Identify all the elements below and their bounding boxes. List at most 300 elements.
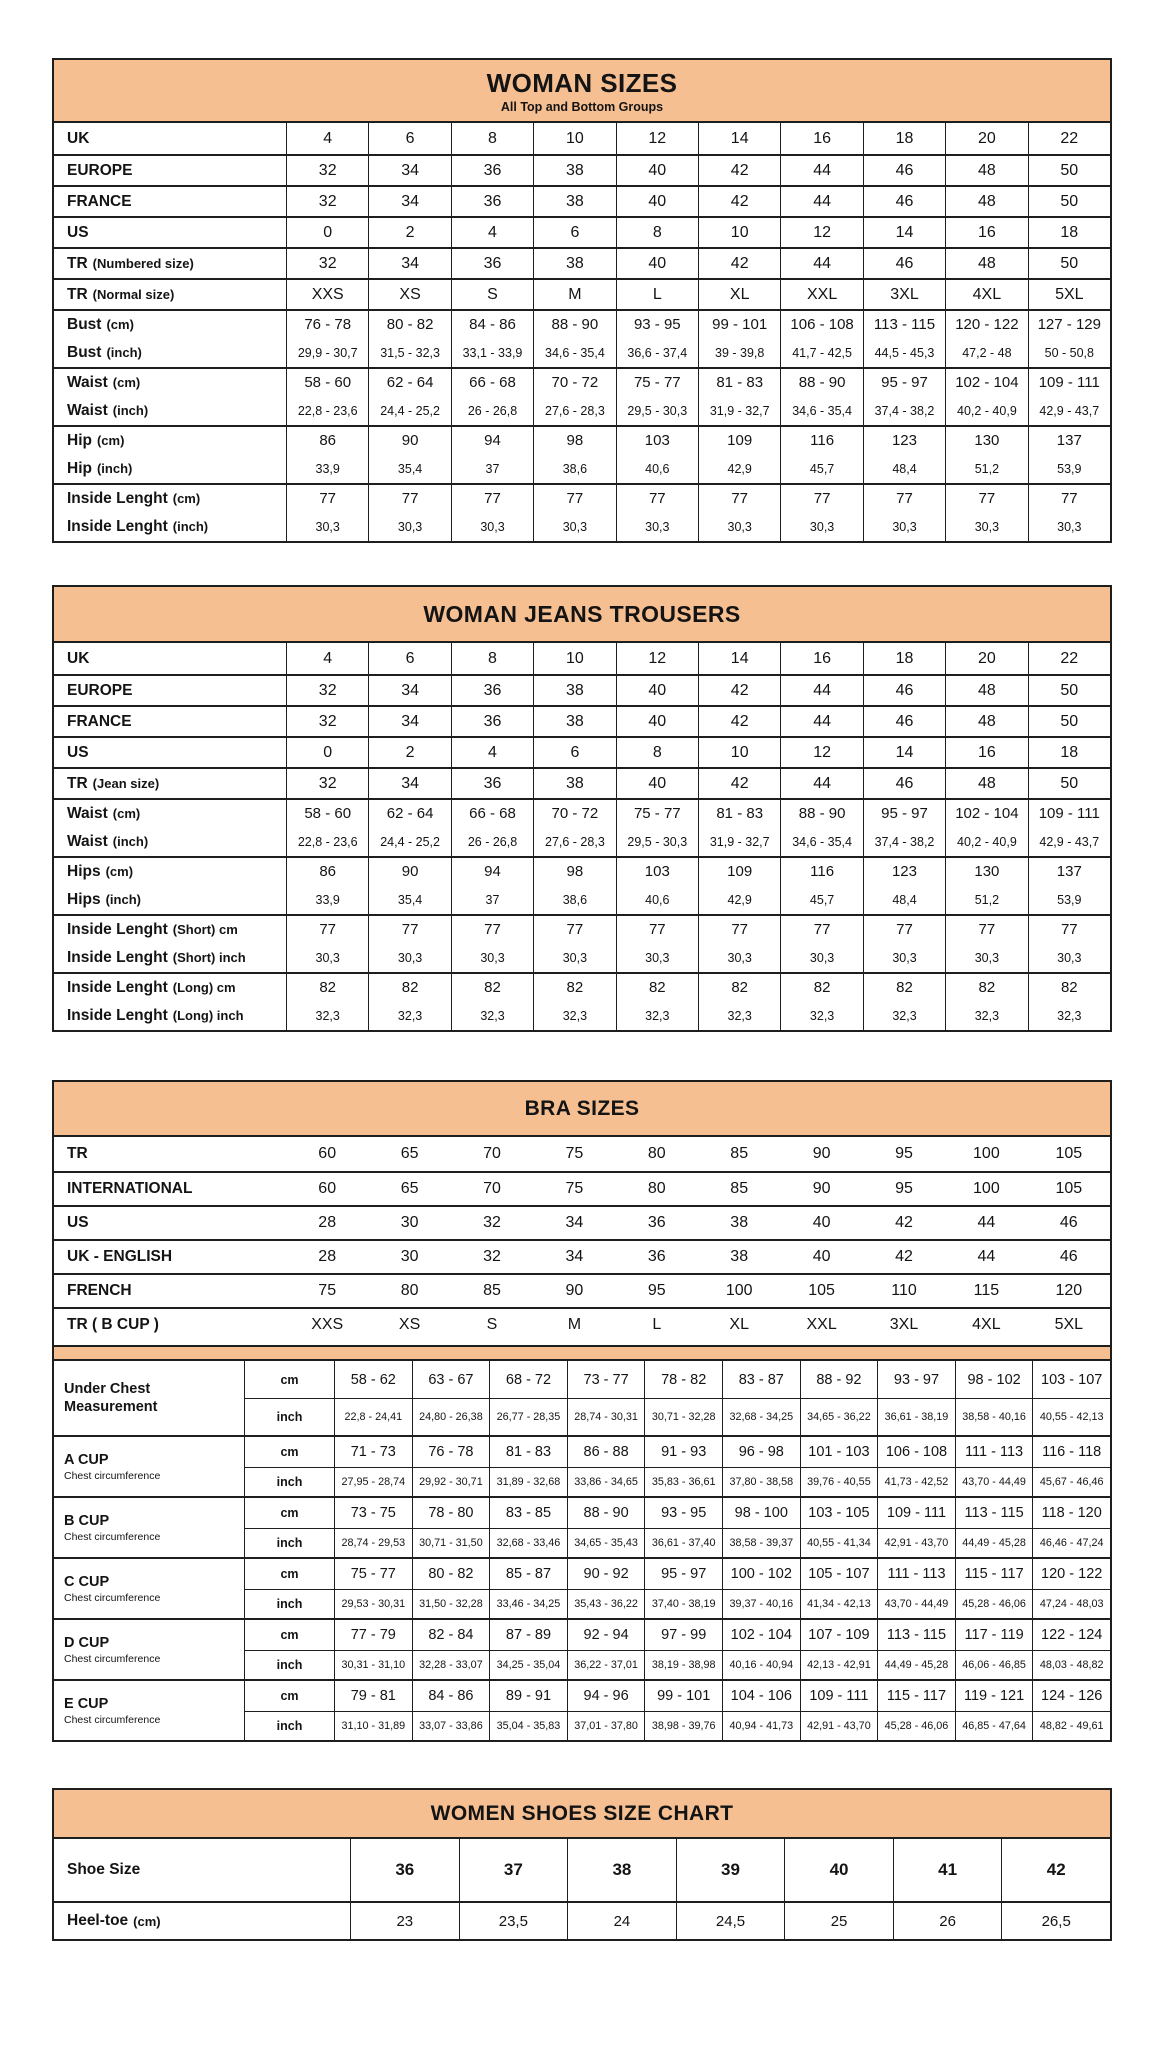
cell: 84 - 86	[451, 311, 533, 338]
table-row-group	[54, 1618, 1110, 1679]
cell: 122 - 124	[1032, 1620, 1110, 1650]
row-label: Inside Lenght (inch)	[67, 517, 209, 535]
cell: 109	[698, 858, 780, 885]
cell: 85 - 87	[489, 1559, 567, 1589]
cell: 27,6 - 28,3	[533, 396, 615, 425]
row-label: INTERNATIONAL	[67, 1180, 193, 1197]
cell: 40	[616, 676, 698, 705]
cell: 23	[350, 1903, 459, 1939]
cell: 100 - 102	[722, 1559, 800, 1589]
cell: 51,2	[945, 885, 1027, 914]
cell: 76 - 78	[286, 311, 368, 338]
cell: 42,9	[698, 885, 780, 914]
cell: 30,3	[616, 943, 698, 972]
row-label: Waist (inch)	[67, 832, 149, 850]
cell: 18	[1028, 218, 1110, 247]
cell: 77	[451, 916, 533, 943]
woman-sizes-header	[54, 60, 1110, 123]
table-row	[54, 767, 1110, 798]
cell: 28	[318, 1214, 337, 1231]
cell: 77	[533, 485, 615, 512]
cell: M	[533, 280, 615, 309]
cell: 77	[1028, 916, 1110, 943]
row-label: Inside Lenght (Long) inch	[67, 1006, 244, 1024]
cell: 32,68 - 34,25	[722, 1398, 800, 1435]
cell: 26,77 - 28,35	[489, 1398, 567, 1435]
cell: 46	[863, 707, 945, 736]
cell: 30,3	[698, 943, 780, 972]
row-label: C CUP Chest circumference	[64, 1573, 161, 1605]
cell: S	[451, 280, 533, 309]
table-row	[54, 454, 1110, 483]
cell: 40	[784, 1839, 893, 1901]
cell: 18	[863, 123, 945, 154]
cell: 14	[863, 218, 945, 247]
cell: 37,01 - 37,80	[567, 1711, 645, 1741]
cell: 38	[567, 1839, 676, 1901]
row-label: TR	[67, 1145, 88, 1162]
cell: 46	[863, 156, 945, 185]
cell: 43,70 - 44,49	[955, 1467, 1033, 1497]
cell: 91 - 93	[644, 1437, 722, 1467]
cell: 41,73 - 42,52	[877, 1467, 955, 1497]
cell: 30,3	[945, 512, 1027, 541]
cell: 6	[368, 123, 450, 154]
cell: 60	[318, 1145, 337, 1162]
cell: 80 - 82	[368, 311, 450, 338]
unit-label: inch	[244, 1589, 334, 1619]
table-row	[54, 914, 1110, 943]
cell: 113 - 115	[863, 311, 945, 338]
cell: XXL	[780, 280, 862, 309]
cell: 3XL	[889, 1316, 919, 1333]
cell: 38	[533, 249, 615, 278]
cell: 29,5 - 30,3	[616, 396, 698, 425]
cell: 80	[400, 1282, 419, 1299]
cell: 46	[863, 187, 945, 216]
cell: 65	[400, 1180, 419, 1197]
cell: 109 - 111	[1028, 800, 1110, 827]
cell: 32	[286, 707, 368, 736]
row-label: Heel-toe (cm)	[67, 1912, 161, 1929]
cell: 34	[368, 249, 450, 278]
cell: 37	[451, 454, 533, 483]
cell: 75 - 77	[334, 1559, 412, 1589]
cell: 48	[945, 707, 1027, 736]
row-label: EUROPE	[67, 161, 133, 179]
cell: 42,9	[698, 454, 780, 483]
cell: 40	[616, 769, 698, 798]
cell: 8	[616, 218, 698, 247]
cell: 82	[368, 974, 450, 1001]
table-row	[54, 1273, 1110, 1307]
row-label: Waist (cm)	[67, 373, 141, 391]
cell: 120 - 122	[945, 311, 1027, 338]
cell: 77	[368, 485, 450, 512]
cell: 71 - 73	[334, 1437, 412, 1467]
cell: 77	[945, 916, 1027, 943]
cell: 115	[973, 1282, 1000, 1299]
cell: 42	[698, 676, 780, 705]
cell: 4	[286, 643, 368, 674]
table-title: BRA SIZES	[524, 1097, 640, 1120]
row-label: EUROPE	[67, 681, 133, 699]
cell: 30,3	[286, 943, 368, 972]
table-row	[54, 643, 1110, 674]
cell: 40,6	[616, 885, 698, 914]
cell: 50	[1028, 249, 1110, 278]
cell: 30,3	[533, 943, 615, 972]
bra-sizes-header	[54, 1082, 1110, 1137]
cell: 10	[533, 123, 615, 154]
table-title: WOMEN SHOES SIZE CHART	[430, 1802, 734, 1825]
cell: 58 - 60	[286, 800, 368, 827]
cell: 33,9	[286, 885, 368, 914]
cell: 120 - 122	[1032, 1559, 1110, 1589]
cell: 29,53 - 30,31	[334, 1589, 412, 1619]
cell: 31,9 - 32,7	[698, 827, 780, 856]
cell: 30,3	[368, 943, 450, 972]
cell: 77	[533, 916, 615, 943]
cell: 4XL	[945, 280, 1027, 309]
cell: 34	[565, 1248, 584, 1265]
cell: 50	[1028, 676, 1110, 705]
cell: 85	[730, 1145, 749, 1162]
cell: 37,80 - 38,58	[722, 1467, 800, 1497]
row-label: Inside Lenght (cm)	[67, 489, 201, 507]
cell: 40,55 - 42,13	[1032, 1398, 1110, 1435]
cell: 100	[973, 1145, 1000, 1162]
cell: 30,3	[616, 512, 698, 541]
table-row	[54, 483, 1110, 512]
cell: 8	[451, 643, 533, 674]
cell: 34	[368, 769, 450, 798]
cell: 12	[616, 123, 698, 154]
cell: 36,6 - 37,4	[616, 338, 698, 367]
cell: 38,58 - 39,37	[722, 1528, 800, 1558]
cell: XXL	[806, 1316, 837, 1333]
cell: 75	[565, 1180, 584, 1197]
cell: 119 - 121	[955, 1681, 1033, 1711]
cell: 101 - 103	[800, 1437, 878, 1467]
cell: 95 - 97	[644, 1559, 722, 1589]
row-label: Inside Lenght (Short) cm	[67, 920, 238, 938]
women-shoes-size-chart-table	[52, 1788, 1112, 1941]
cell: 115 - 117	[955, 1559, 1033, 1589]
cell: 43,70 - 44,49	[877, 1589, 955, 1619]
cell: 24,80 - 26,38	[412, 1398, 490, 1435]
cell: 42	[698, 769, 780, 798]
cell: 116	[780, 858, 862, 885]
cell: 86	[286, 427, 368, 454]
cell: 30,3	[286, 512, 368, 541]
cell: 109	[698, 427, 780, 454]
cell: 117 - 119	[955, 1620, 1033, 1650]
table-row	[54, 1137, 1110, 1171]
cell: 77	[368, 916, 450, 943]
cell: 40	[616, 187, 698, 216]
cell: 30,3	[945, 943, 1027, 972]
table-row	[54, 1001, 1110, 1030]
table-row	[54, 827, 1110, 856]
cell: 32,3	[368, 1001, 450, 1030]
cell: 30,3	[451, 943, 533, 972]
cell: 77	[780, 485, 862, 512]
row-label: E CUP Chest circumference	[64, 1695, 161, 1727]
cell: 82	[780, 974, 862, 1001]
cell: 105	[808, 1282, 835, 1299]
cell: 36	[451, 249, 533, 278]
cell: 113 - 115	[877, 1620, 955, 1650]
row-label: Hip (inch)	[67, 459, 133, 477]
row-label: FRANCE	[67, 192, 132, 210]
cell: 50	[1028, 156, 1110, 185]
cell: 32,3	[616, 1001, 698, 1030]
cell: 77	[616, 916, 698, 943]
cell: 44,49 - 45,28	[955, 1528, 1033, 1558]
cell: 32	[286, 769, 368, 798]
table-row	[54, 309, 1110, 338]
row-label: B CUP Chest circumference	[64, 1512, 161, 1544]
cell: 116	[780, 427, 862, 454]
cell: 107 - 109	[800, 1620, 878, 1650]
cell: 106 - 108	[877, 1437, 955, 1467]
cell: 36	[647, 1214, 666, 1231]
cell: 124 - 126	[1032, 1681, 1110, 1711]
cell: 34,6 - 35,4	[780, 827, 862, 856]
row-label: D CUP Chest circumference	[64, 1634, 161, 1666]
cell: 30,3	[533, 512, 615, 541]
cell: 35,4	[368, 454, 450, 483]
cell: 70 - 72	[533, 369, 615, 396]
table-row	[54, 1839, 1110, 1901]
cell: 32	[286, 676, 368, 705]
table-row	[54, 885, 1110, 914]
cell: 77	[1028, 485, 1110, 512]
cell: 27,6 - 28,3	[533, 827, 615, 856]
cell: 42	[698, 249, 780, 278]
cell: 8	[616, 738, 698, 767]
cell: 34,6 - 35,4	[533, 338, 615, 367]
row-label: Shoe Size	[67, 1861, 141, 1878]
cell: 30,71 - 31,50	[412, 1528, 490, 1558]
cell: 39,76 - 40,55	[800, 1467, 878, 1497]
unit-label: inch	[244, 1650, 334, 1680]
row-label: US	[67, 743, 89, 761]
cell: 99 - 101	[644, 1681, 722, 1711]
cell: 66 - 68	[451, 369, 533, 396]
cell: 38,98 - 39,76	[644, 1711, 722, 1741]
cell: 22,8 - 23,6	[286, 827, 368, 856]
cell: 103 - 105	[800, 1498, 878, 1528]
cell: 27,95 - 28,74	[334, 1467, 412, 1497]
cell: 50	[1028, 187, 1110, 216]
cell: 40	[812, 1248, 831, 1265]
cell: 70	[483, 1180, 501, 1197]
cell: 20	[945, 643, 1027, 674]
cell: 94 - 96	[567, 1681, 645, 1711]
cell: 37,40 - 38,19	[644, 1589, 722, 1619]
cell: 22	[1028, 123, 1110, 154]
cell: 95	[647, 1282, 666, 1299]
cell: 40,94 - 41,73	[722, 1711, 800, 1741]
cell: 130	[945, 858, 1027, 885]
cell: 44,49 - 45,28	[877, 1650, 955, 1680]
cell: 20	[945, 123, 1027, 154]
cell: 78 - 80	[412, 1498, 490, 1528]
cell: XL	[729, 1316, 749, 1333]
cell: 82	[533, 974, 615, 1001]
cell: 36	[451, 676, 533, 705]
cell: 123	[863, 427, 945, 454]
cell: 14	[863, 738, 945, 767]
cell: 83 - 87	[722, 1361, 800, 1398]
row-label: Inside Lenght (Long) cm	[67, 978, 236, 996]
cell: XL	[698, 280, 780, 309]
table-row	[54, 856, 1110, 885]
cell: 31,10 - 31,89	[334, 1711, 412, 1741]
cell: 48	[945, 769, 1027, 798]
cell: 32,28 - 33,07	[412, 1650, 490, 1680]
cell: 115 - 117	[877, 1681, 955, 1711]
cell: 77 - 79	[334, 1620, 412, 1650]
bra-section-divider-band	[54, 1345, 1110, 1359]
cell: 40,16 - 40,94	[722, 1650, 800, 1680]
table-row	[54, 1307, 1110, 1341]
cell: 80 - 82	[412, 1559, 490, 1589]
cell: 48	[945, 676, 1027, 705]
cell: 18	[1028, 738, 1110, 767]
cell: 30,3	[451, 512, 533, 541]
cell: 34	[368, 676, 450, 705]
cell: 14	[698, 643, 780, 674]
cell: 104 - 106	[722, 1681, 800, 1711]
cell: 92 - 94	[567, 1620, 645, 1650]
cell: 41,7 - 42,5	[780, 338, 862, 367]
cell: 4	[451, 218, 533, 247]
table-subtitle: All Top and Bottom Groups	[500, 100, 664, 114]
cell: 41,34 - 42,13	[800, 1589, 878, 1619]
cell: 44	[780, 187, 862, 216]
cell: 33,46 - 34,25	[489, 1589, 567, 1619]
row-label: UK	[67, 649, 90, 667]
cell: 38	[533, 156, 615, 185]
cell: 29,92 - 30,71	[412, 1467, 490, 1497]
cell: 77	[451, 485, 533, 512]
cell: 95 - 97	[863, 369, 945, 396]
bra-measurement-grid	[54, 1359, 1110, 1740]
table-row	[54, 1171, 1110, 1205]
unit-label: cm	[244, 1620, 334, 1650]
cell: 118 - 120	[1032, 1498, 1110, 1528]
cell: 88 - 90	[780, 369, 862, 396]
cell: L	[652, 1316, 662, 1333]
cell: 12	[780, 738, 862, 767]
cell: 81 - 83	[698, 800, 780, 827]
cell: 36,22 - 37,01	[567, 1650, 645, 1680]
row-label: Bust (cm)	[67, 315, 134, 333]
cell: 38,6	[533, 885, 615, 914]
cell: 45,7	[780, 454, 862, 483]
cell: 23,5	[459, 1903, 568, 1939]
table-row	[54, 512, 1110, 541]
table-row	[54, 123, 1110, 154]
shoes-body	[54, 1839, 1110, 1939]
cell: 4	[286, 123, 368, 154]
cell: 35,83 - 36,61	[644, 1467, 722, 1497]
cell: 48,82 - 49,61	[1032, 1711, 1110, 1741]
cell: 44	[780, 249, 862, 278]
cell: 34	[368, 707, 450, 736]
cell: 30	[400, 1248, 419, 1265]
table-row	[54, 736, 1110, 767]
cell: 32,3	[698, 1001, 780, 1030]
cell: 77	[698, 485, 780, 512]
cell: 93 - 97	[877, 1361, 955, 1398]
cell: 44	[780, 769, 862, 798]
table-row	[54, 972, 1110, 1001]
cell: 48,4	[863, 885, 945, 914]
cell: 30,3	[698, 512, 780, 541]
cell: 88 - 92	[800, 1361, 878, 1398]
table-row	[54, 1901, 1110, 1939]
cell: 42	[698, 187, 780, 216]
cell: 110	[891, 1282, 917, 1299]
cell: XS	[368, 280, 450, 309]
cell: 113 - 115	[955, 1498, 1033, 1528]
cell: 82	[616, 974, 698, 1001]
cell: 77	[780, 916, 862, 943]
cell: 46,06 - 46,85	[955, 1650, 1033, 1680]
cell: 30	[400, 1214, 419, 1231]
bra-sizes-top-body	[54, 1137, 1110, 1341]
cell: 36	[451, 769, 533, 798]
cell: 16	[780, 643, 862, 674]
cell: 12	[780, 218, 862, 247]
cell: 0	[286, 218, 368, 247]
cell: 89 - 91	[489, 1681, 567, 1711]
cell: 37	[451, 885, 533, 914]
cell: 48	[945, 249, 1027, 278]
cell: 3XL	[863, 280, 945, 309]
cell: 93 - 95	[644, 1498, 722, 1528]
cell: 73 - 75	[334, 1498, 412, 1528]
cell: 32	[286, 249, 368, 278]
cell: 111 - 113	[955, 1437, 1033, 1467]
cell: 31,50 - 32,28	[412, 1589, 490, 1619]
cell: 33,07 - 33,86	[412, 1711, 490, 1741]
cell: 32,3	[451, 1001, 533, 1030]
cell: 26,5	[1001, 1903, 1110, 1939]
cell: 77	[698, 916, 780, 943]
cell: 34	[368, 187, 450, 216]
cell: 22,8 - 23,6	[286, 396, 368, 425]
cell: 103	[616, 427, 698, 454]
cell: 32	[286, 187, 368, 216]
cell: 90 - 92	[567, 1559, 645, 1589]
cell: 35,43 - 36,22	[567, 1589, 645, 1619]
cell: 36,61 - 37,40	[644, 1528, 722, 1558]
cell: 32,3	[780, 1001, 862, 1030]
cell: 24,4 - 25,2	[368, 827, 450, 856]
bra-sizes-table	[52, 1080, 1112, 1742]
cell: 38	[730, 1248, 749, 1265]
table-row	[54, 216, 1110, 247]
cell: 6	[368, 643, 450, 674]
cell: 35,4	[368, 885, 450, 914]
unit-label: inch	[244, 1467, 334, 1497]
cell: 123	[863, 858, 945, 885]
